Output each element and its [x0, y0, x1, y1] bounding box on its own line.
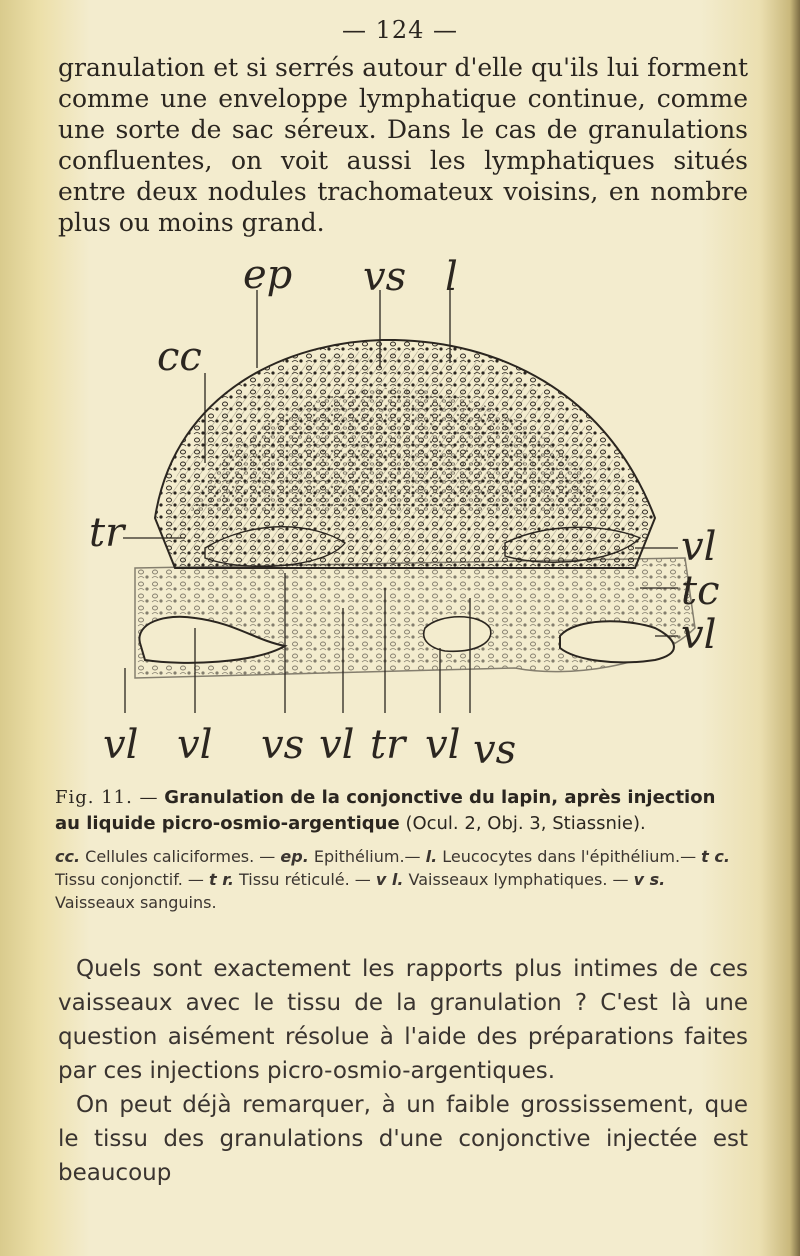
- label-vs-top: vs: [363, 254, 407, 300]
- paragraph-bottom: [58, 952, 748, 1190]
- label-vl-bottom-3: vl: [319, 722, 355, 768]
- legend-abbr: ep.: [280, 847, 309, 866]
- legend-text: Epithélium.—: [313, 847, 421, 866]
- legend-abbr: t r.: [208, 870, 234, 889]
- legend-abbr: l.: [425, 847, 438, 866]
- legend-abbr: v l.: [375, 870, 404, 889]
- legend-text: Vaisseaux sanguins.: [55, 893, 217, 912]
- label-vl-bottom-4: vl: [425, 722, 461, 768]
- figure-title: Granulation de la conjonctive du lapin, après injection au liquide picro-osmio-argentique: [55, 787, 716, 834]
- figure-title-ref: (Ocul. 2, Obj. 3, Stiassnie).: [405, 813, 646, 834]
- label-vs-bottom-1: vs: [261, 722, 305, 768]
- label-tc-right: tc: [681, 568, 720, 614]
- label-ep: ep: [243, 252, 293, 298]
- legend-text: Tissu réticulé. —: [238, 870, 371, 889]
- label-vl-bottom-2: vl: [177, 722, 213, 768]
- figure-caption-title: [55, 785, 745, 837]
- label-vs-bottom-2: vs: [473, 727, 517, 773]
- granulation-illustration: [89, 252, 725, 773]
- legend-abbr: cc.: [55, 847, 81, 866]
- paragraph-bottom-2: On peut déjà remarquer, à un faible grossissement, que le tissu des granulations d'une conjonctive injectée est beaucoup: [58, 1092, 748, 1186]
- label-tr-bottom: tr: [370, 722, 406, 768]
- figure-granulation: [89, 252, 725, 773]
- label-l: l: [445, 254, 458, 300]
- label-vl-right-1: vl: [681, 524, 717, 570]
- legend-text: Cellules caliciformes. —: [85, 847, 276, 866]
- figure-number: Fig. 11. —: [55, 787, 159, 808]
- label-cc: cc: [157, 334, 202, 380]
- lymphatic-vessel-center: [424, 617, 491, 652]
- legend-text: Vaisseaux lymphatiques. —: [408, 870, 629, 889]
- label-vl-bottom-1: vl: [103, 722, 139, 768]
- legend-text: Leucocytes dans l'épithélium.—: [442, 847, 697, 866]
- label-tr-left: tr: [89, 510, 125, 556]
- paragraph-bottom-1: Quels sont exactement les rapports plus intimes de ces vaisseaux avec le tissu de la granulation ? C'est là une question aisément résolue à l'aide des préparations faites par ces injections picro-osmio-argentiques.: [58, 956, 748, 1084]
- legend-text: Tissu conjonctif. —: [55, 870, 204, 889]
- paragraph-top: [58, 52, 748, 238]
- legend-abbr: v s.: [633, 870, 666, 889]
- legend-abbr: t c.: [701, 847, 730, 866]
- figure-legend: [55, 845, 745, 914]
- page-number: — 124 —: [341, 16, 459, 44]
- label-vl-right-2: vl: [681, 612, 717, 658]
- paragraph-top-text: granulation et si serrés autour d'elle qu'ils lui forment comme une enveloppe lymphatique continue, comme une sorte de sac séreux. Dans le cas de granulations confluentes, on voit aussi les lymphatiques situés entre deux nodules trachomateux voisins, en nombre plus ou moins grand.: [58, 53, 748, 237]
